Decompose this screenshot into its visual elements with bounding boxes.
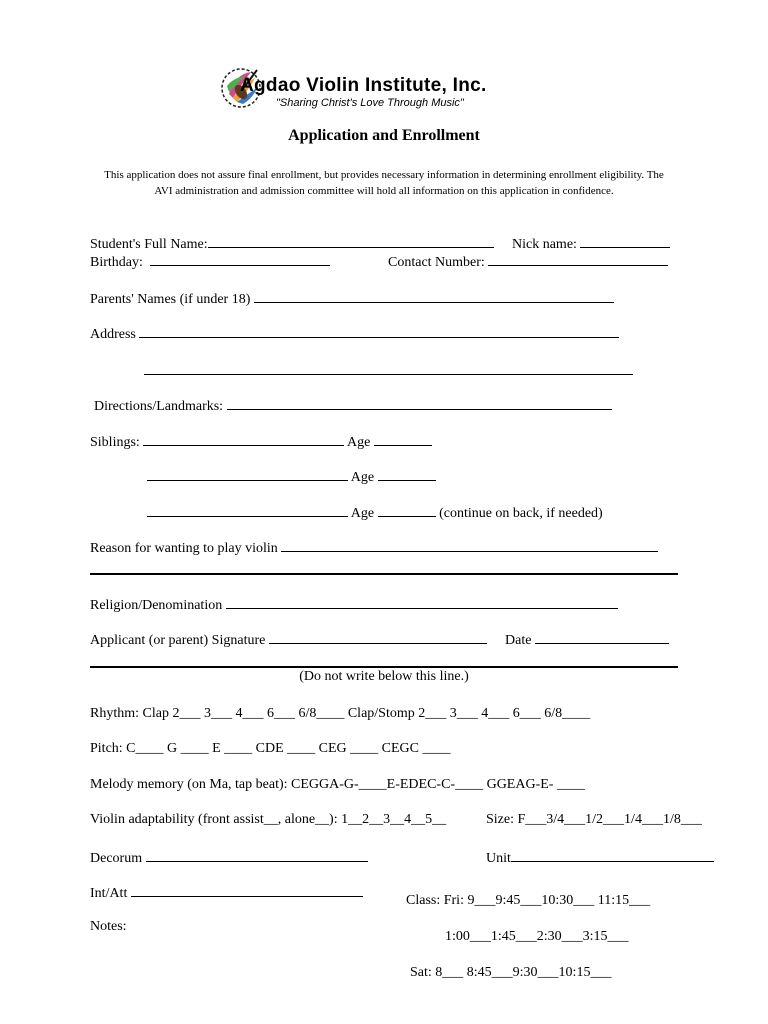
intro-text: This application does not assure final enrollment, but provides necessary information in determining enrollment eligibility. The AVI administration and admission committee will hold all information on this application in confidence. [104, 169, 664, 197]
address-row [90, 324, 619, 343]
parents-row [90, 289, 614, 308]
age-label: Age [347, 435, 371, 450]
directions-label: Directions/Landmarks: [94, 399, 224, 414]
page-title: Application and Enrollment [288, 127, 480, 144]
continue-note: (continue on back, if needed) [439, 506, 603, 521]
signature-field[interactable] [269, 630, 487, 644]
sibling-name-field[interactable] [147, 503, 348, 517]
siblings-label: Siblings: [90, 435, 140, 450]
age-label: Age [350, 506, 375, 521]
birthday-label: Birthday: [90, 255, 143, 270]
reason-field-line2[interactable] [90, 573, 678, 575]
religion-field[interactable] [226, 595, 618, 609]
date-field[interactable] [535, 630, 669, 644]
address-label: Address [90, 327, 136, 342]
notes-label: Notes: [90, 919, 127, 934]
org-name: Agdao Violin Institute, Inc. [240, 75, 487, 96]
unit-label: Unit [486, 851, 511, 866]
size-row: Size: F___3/4___1/2___1/4___1/8___ [486, 812, 702, 827]
age-label: Age [350, 470, 375, 485]
date-label: Date [505, 633, 532, 648]
contact-row [388, 252, 668, 271]
signature-label: Applicant (or parent) Signature [90, 633, 266, 648]
date-row [505, 630, 669, 649]
siblings-row-3 [147, 503, 603, 522]
do-not-write-note: (Do not write below this line.) [299, 669, 469, 684]
parents-field[interactable] [254, 289, 614, 303]
unit-field[interactable] [511, 848, 714, 862]
reason-field[interactable] [281, 538, 658, 552]
sibling-name-field[interactable] [147, 467, 348, 481]
nick-name-field[interactable] [580, 234, 670, 248]
address-field-line2[interactable] [144, 374, 633, 375]
religion-row [90, 595, 618, 614]
nick-name-label: Nick name: [512, 237, 577, 252]
birthday-row [90, 252, 330, 271]
tagline: "Sharing Christ's Love Through Music" [276, 97, 464, 109]
sibling-age-field[interactable] [378, 467, 436, 481]
pitch-row: Pitch: C____ G ____ E ____ CDE ____ CEG ____ CEGC ____ [90, 741, 451, 756]
directions-row [94, 396, 612, 415]
siblings-row-2 [147, 467, 436, 486]
class-fri-row: Class: Fri: 9___9:45___10:30___ 11:15___ [406, 893, 651, 908]
reason-label: Reason for wanting to play violin [90, 541, 278, 556]
melody-row: Melody memory (on Ma, tap beat): CEGGA-G-____E-EDEC-C-____ GGEAG-E- ____ [90, 777, 585, 792]
religion-label: Religion/Denomination [90, 598, 223, 613]
full-name-field[interactable] [208, 234, 494, 248]
sibling-age-field[interactable] [374, 432, 432, 446]
nick-name-row [512, 234, 670, 253]
decorum-label: Decorum [90, 851, 143, 866]
decorum-row [90, 848, 368, 867]
parents-label: Parents' Names (if under 18) [90, 292, 251, 307]
signature-row [90, 630, 487, 649]
sibling-age-field[interactable] [378, 503, 436, 517]
decorum-field[interactable] [146, 848, 368, 862]
full-name-row [90, 234, 494, 253]
rhythm-row: Rhythm: Clap 2___ 3___ 4___ 6___ 6/8____ Clap/Stomp 2___ 3___ 4___ 6___ 6/8____ [90, 706, 591, 721]
sibling-name-field[interactable] [143, 432, 344, 446]
contact-field[interactable] [488, 252, 668, 266]
contact-label: Contact Number: [388, 255, 485, 270]
birthday-field[interactable] [150, 252, 330, 266]
directions-field[interactable] [227, 396, 612, 410]
address-field[interactable] [139, 324, 619, 338]
siblings-row-1 [90, 432, 432, 451]
full-name-label: Student's Full Name: [90, 237, 208, 252]
int-att-field[interactable] [131, 883, 363, 897]
class-sat-row: Sat: 8___ 8:45___9:30___10:15___ [410, 965, 612, 980]
int-att-label: Int/Att [90, 886, 128, 901]
reason-row [90, 538, 658, 557]
cut-line [90, 666, 678, 668]
adaptability-row: Violin adaptability (front assist__, alone__): 1__2__3__4__5__ [90, 812, 447, 827]
int-att-row [90, 883, 363, 902]
unit-row [486, 848, 714, 867]
class-fri-row-2: 1:00___1:45___2:30___3:15___ [445, 929, 629, 944]
